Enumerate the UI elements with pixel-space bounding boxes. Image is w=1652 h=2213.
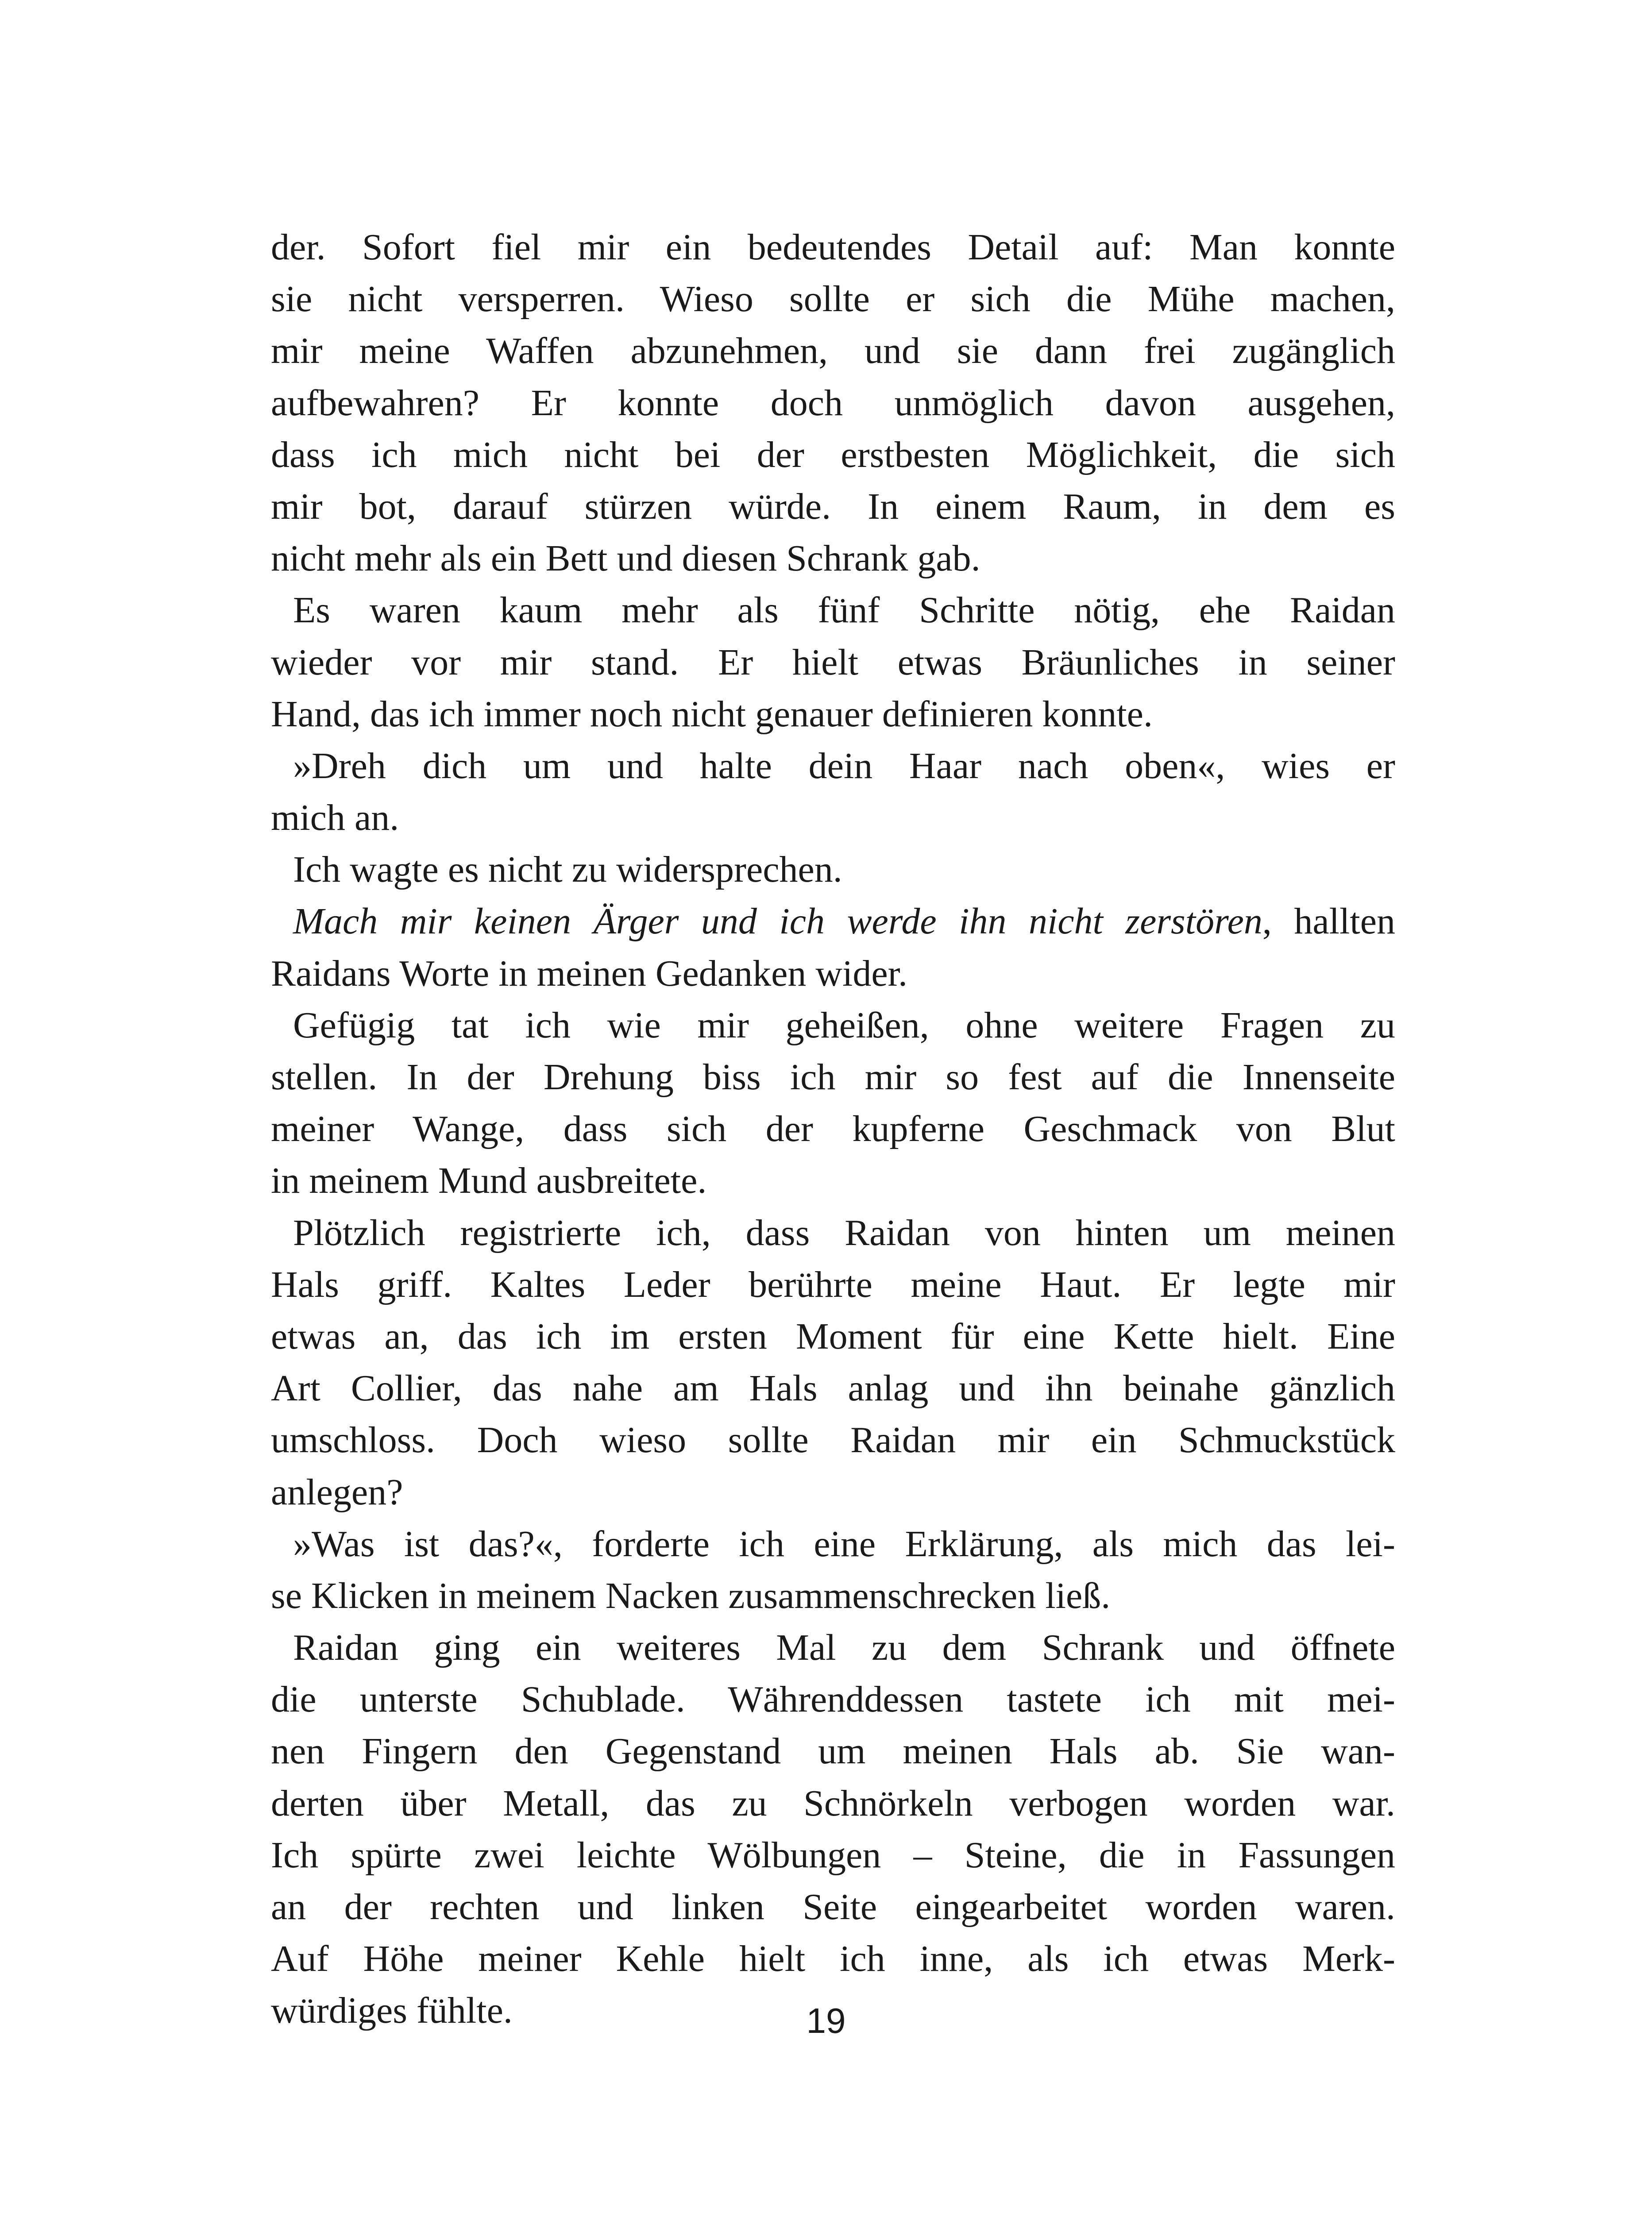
text-line bbox=[271, 999, 1395, 1051]
text-line bbox=[271, 325, 1395, 377]
text-line bbox=[271, 1673, 1395, 1725]
line-text: der. Sofort fiel mir ein bedeutendes Detail auf: Man konnte bbox=[271, 227, 1395, 268]
line-text: Art Collier, das nahe am Hals anlag und ihn beinahe gänzlich bbox=[271, 1368, 1395, 1409]
text-line bbox=[271, 948, 1395, 999]
text-line bbox=[271, 1051, 1395, 1103]
text-line bbox=[271, 1777, 1395, 1829]
text-line bbox=[271, 844, 1395, 895]
line-text: nicht mehr als ein Bett und diesen Schrank gab. bbox=[271, 538, 980, 579]
line-text: wieder vor mir stand. Er hielt etwas Bräunliches in seiner bbox=[271, 641, 1395, 683]
text-line bbox=[271, 688, 1395, 740]
line-text: sie nicht versperren. Wieso sollte er sich die Mühe machen, bbox=[271, 278, 1395, 320]
line-text: »Was ist das?«, forderte ich eine Erklärung, als mich das lei- bbox=[293, 1523, 1395, 1565]
line-text: würdiges fühlte. bbox=[271, 1990, 513, 2032]
text-line bbox=[271, 429, 1395, 481]
text-line bbox=[271, 1103, 1395, 1155]
text-line bbox=[271, 1622, 1395, 1673]
line-text: mir meine Waffen abzunehmen, und sie dann frei zugänglich bbox=[271, 330, 1395, 372]
text-line bbox=[271, 481, 1395, 532]
text-line bbox=[271, 1362, 1395, 1414]
text-line bbox=[271, 636, 1395, 688]
line-text: anlegen? bbox=[271, 1471, 403, 1513]
text-line bbox=[271, 532, 1395, 584]
line-text: Hand, das ich immer noch nicht genauer definieren konnte. bbox=[271, 693, 1153, 735]
text-line bbox=[271, 1207, 1395, 1259]
text-line bbox=[271, 1259, 1395, 1311]
line-text: Es waren kaum mehr als fünf Schritte nötig, ehe Raidan bbox=[293, 590, 1395, 631]
line-text: »Dreh dich um und halte dein Haar nach oben«, wies er bbox=[293, 745, 1395, 787]
line-text: Hals griff. Kaltes Leder berührte meine Haut. Er legte mir bbox=[271, 1264, 1395, 1305]
line-text: stellen. In der Drehung biss ich mir so fest auf die Innenseite bbox=[271, 1056, 1395, 1098]
text-line bbox=[271, 584, 1395, 636]
line-text: aufbewahren? Er konnte doch unmöglich davon ausgehen, bbox=[271, 382, 1395, 424]
line-text: nen Fingern den Gegenstand um meinen Hals ab. Sie wan- bbox=[271, 1731, 1395, 1772]
line-text: in meinem Mund ausbreitete. bbox=[271, 1160, 707, 1202]
line-text: , hallten bbox=[1262, 901, 1395, 942]
line-text: etwas an, das ich im ersten Moment für eine Kette hielt. Eine bbox=[271, 1315, 1395, 1357]
text-line bbox=[271, 1155, 1395, 1207]
text-line bbox=[271, 1570, 1395, 1622]
text-line bbox=[271, 273, 1395, 325]
line-text: Ich wagte es nicht zu widersprechen. bbox=[293, 849, 842, 891]
line-text: dass ich mich nicht bei der erstbesten Möglichkeit, die sich bbox=[271, 434, 1395, 475]
line-text: Gefügig tat ich wie mir geheißen, ohne weitere Fragen zu bbox=[293, 1004, 1395, 1046]
text-line bbox=[271, 1725, 1395, 1777]
text-line bbox=[271, 377, 1395, 429]
line-text: Auf Höhe meiner Kehle hielt ich inne, als ich etwas Merk- bbox=[271, 1938, 1395, 1980]
line-text: Plötzlich registrierte ich, dass Raidan von hinten um meinen bbox=[293, 1212, 1395, 1253]
line-text: die unterste Schublade. Währenddessen tastete ich mit mei- bbox=[271, 1679, 1395, 1720]
line-text: Raidan ging ein weiteres Mal zu dem Schrank und öffnete bbox=[293, 1627, 1395, 1669]
text-line bbox=[271, 1518, 1395, 1570]
body-text bbox=[271, 221, 1395, 2037]
italic-phrase: Mach mir keinen Ärger und ich werde ihn nicht zerstören bbox=[293, 901, 1262, 942]
page-number: 19 bbox=[806, 2001, 846, 2040]
line-text: an der rechten und linken Seite eingearbeitet worden waren. bbox=[271, 1886, 1395, 1928]
text-line bbox=[271, 1311, 1395, 1362]
line-text: mir bot, darauf stürzen würde. In einem Raum, in dem es bbox=[271, 486, 1395, 527]
text-line bbox=[271, 1829, 1395, 1881]
line-text: se Klicken in meinem Nacken zusammenschrecken ließ. bbox=[271, 1575, 1111, 1616]
text-line bbox=[271, 1881, 1395, 1933]
line-text: umschloss. Doch wieso sollte Raidan mir ein Schmuckstück bbox=[271, 1419, 1395, 1461]
text-line bbox=[271, 740, 1395, 792]
line-text: Raidans Worte in meinen Gedanken wider. bbox=[271, 952, 907, 994]
text-line bbox=[271, 1466, 1395, 1518]
line-text: derten über Metall, das zu Schnörkeln verbogen worden war. bbox=[271, 1782, 1395, 1824]
line-text: meiner Wange, dass sich der kupferne Geschmack von Blut bbox=[271, 1108, 1395, 1150]
line-text: mich an. bbox=[271, 797, 399, 839]
text-line bbox=[271, 792, 1395, 844]
line-text: Ich spürte zwei leichte Wölbungen – Steine, die in Fassungen bbox=[271, 1834, 1395, 1876]
text-line bbox=[271, 1414, 1395, 1466]
text-line bbox=[271, 221, 1395, 273]
text-line bbox=[271, 1933, 1395, 1985]
text-line bbox=[271, 895, 1395, 947]
